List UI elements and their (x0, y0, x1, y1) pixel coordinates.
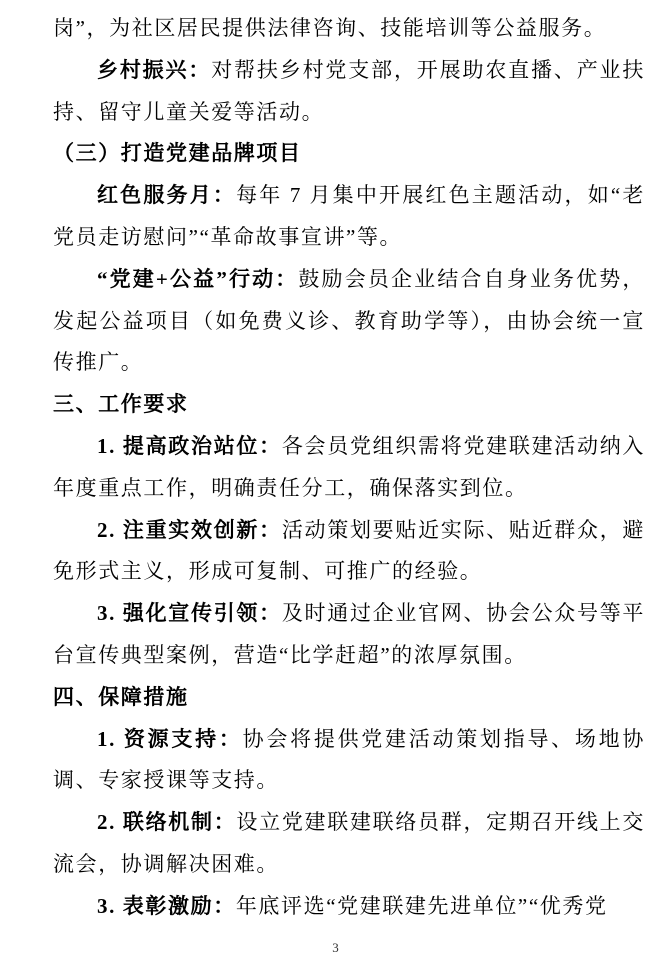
paragraph-continuation (53, 8, 645, 50)
paragraph-bold-lead: 红色服务月： (97, 183, 237, 208)
heading-text: 四、保障措施 (53, 684, 189, 709)
heading-text: （三）打造党建品牌项目 (53, 141, 302, 166)
paragraph-party-building-charity (53, 259, 645, 384)
paragraph-text: 每年 7 月集中开展红色主题活动，如“老党员走访慰问”“革命故事宣讲”等。 (53, 183, 645, 249)
paragraph-bold-lead: 1. 提高政治站位： (97, 433, 282, 458)
paragraph-bold-lead: 2. 注重实效创新： (97, 517, 282, 542)
section-heading-work-requirements (53, 384, 645, 426)
paragraph-resource-support (53, 719, 645, 803)
paragraph-text: 年底评选“党建联建先进单位”“优秀党 (235, 893, 608, 918)
paragraph-red-service-month (53, 175, 645, 259)
paragraph-bold-lead: 2. 联络机制： (97, 810, 237, 835)
paragraph-bold-lead: 1. 资源支持： (97, 726, 243, 751)
section-heading-brand-projects (53, 133, 645, 175)
paragraph-text: 及时通过企业官网、协会公众号等平台宣传典型案例，营造“比学赶超”的浓厚氛围。 (53, 601, 646, 667)
paragraph-commendation-incentive (53, 886, 645, 928)
paragraph-publicity-guidance (53, 593, 645, 677)
paragraph-text: 活动策划要贴近实际、贴近群众，避免形式主义，形成可复制、可推广的经验。 (53, 517, 646, 584)
paragraph-text: 各会员党组织需将党建联建活动纳入年度重点工作，明确责任分工，确保落实到位。 (53, 433, 646, 500)
paragraph-bold-lead: 3. 表彰激励： (97, 893, 236, 918)
paragraph-political-position (53, 426, 645, 510)
paragraph-bold-lead: 乡村振兴： (97, 57, 212, 82)
paragraph-text: 鼓励会员企业结合自身业务优势，发起公益项目（如免费义诊、教育助学等），由协会统一宣传推广。 (53, 266, 646, 375)
page-number: 3 (332, 940, 339, 955)
page-footer (0, 939, 671, 957)
heading-text: 三、工作要求 (53, 392, 189, 417)
paragraph-rural-revitalization (53, 50, 645, 134)
paragraph-text: 协会将提供党建活动策划指导、场地协调、专家授课等支持。 (53, 726, 645, 793)
paragraph-text: 对帮扶乡村党支部，开展助农直播、产业扶持、留守儿童关爱等活动。 (53, 57, 645, 124)
document-body (53, 8, 645, 928)
paragraph-bold-lead: “党建+公益”行动： (97, 266, 299, 291)
paragraph-bold-lead: 3. 强化宣传引领： (97, 601, 282, 626)
paragraph-text: 岗”，为社区居民提供法律咨询、技能培训等公益服务。 (53, 16, 607, 40)
paragraph-text: 设立党建联建联络员群，定期召开线上交流会，协调解决困难。 (53, 810, 645, 876)
paragraph-practical-innovation (53, 510, 645, 594)
paragraph-liaison-mechanism (53, 802, 645, 886)
section-heading-safeguard-measures (53, 677, 645, 719)
